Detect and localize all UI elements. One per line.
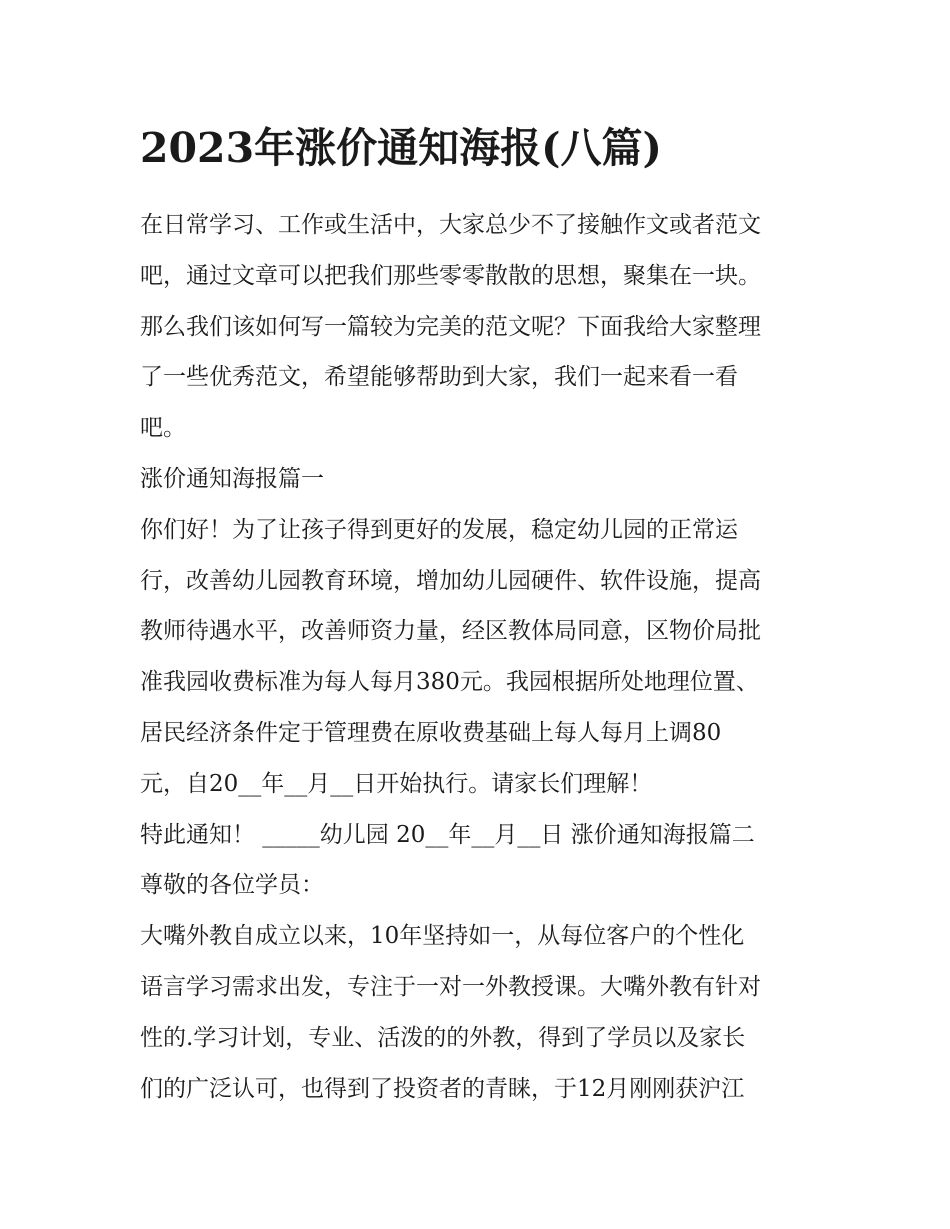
- text-line: 语言学习需求出发，专注于一对一外教授课。大嘴外教有针对: [140, 973, 761, 1000]
- text-line: 居民经济条件定于管理费在原收费基础上每人每月上调80: [140, 719, 722, 746]
- text-line: 吧。: [140, 415, 186, 442]
- text-line: 那么我们该如何写一篇较为完美的范文呢？下面我给大家整理: [140, 313, 761, 340]
- text-line: 们的广泛认可，也得到了投资者的青睐，于12月刚刚获沪江: [140, 1075, 745, 1102]
- text-line: 教师待遇水平，改善师资力量，经区教体局同意，区物价局批: [140, 618, 761, 645]
- text-line: 尊敬的各位学员：: [140, 872, 324, 899]
- text-line: 性的.学习计划，专业、活泼的的外教，得到了学员以及家长: [140, 1024, 746, 1051]
- text-line: 你们好！为了让孩子得到更好的发展，稳定幼儿园的正常运: [140, 516, 738, 543]
- text-line: 大嘴外教自成立以来，10年坚持如一，从每位客户的个性化: [140, 923, 745, 950]
- greeting-paragraph: [140, 860, 820, 911]
- text-line: 在日常学习、工作或生活中，大家总少不了接触作文或者范文: [140, 212, 761, 238]
- text-line: 吧，通过文章可以把我们那些零零散散的思想，聚集在一块。: [140, 262, 761, 289]
- section-heading-1: [140, 454, 820, 505]
- document-page: [140, 118, 820, 1114]
- section-2-paragraph: [140, 911, 820, 1114]
- text-line: 元，自20__年__月__日开始执行。请家长们理解！: [140, 770, 653, 797]
- intro-paragraph: [140, 200, 820, 454]
- text-line: 了一些优秀范文，希望能够帮助到大家，我们一起来看一看: [140, 364, 738, 391]
- document-title: 2023年涨价通知海报(八篇): [140, 124, 662, 172]
- text-line: 特此通知！ _____幼儿园 20__年__月__日 涨价通知海报篇二: [140, 821, 755, 848]
- text-line: 行，改善幼儿园教育环境，增加幼儿园硬件、软件设施，提高: [140, 567, 761, 594]
- section-heading: 涨价通知海报篇一: [140, 465, 324, 492]
- section-1-paragraph: [140, 505, 820, 810]
- document-body: [140, 200, 820, 1114]
- text-line: 准我园收费标准为每人每月380元。我园根据所处地理位置、: [140, 669, 759, 696]
- notice-signature-paragraph: [140, 810, 820, 861]
